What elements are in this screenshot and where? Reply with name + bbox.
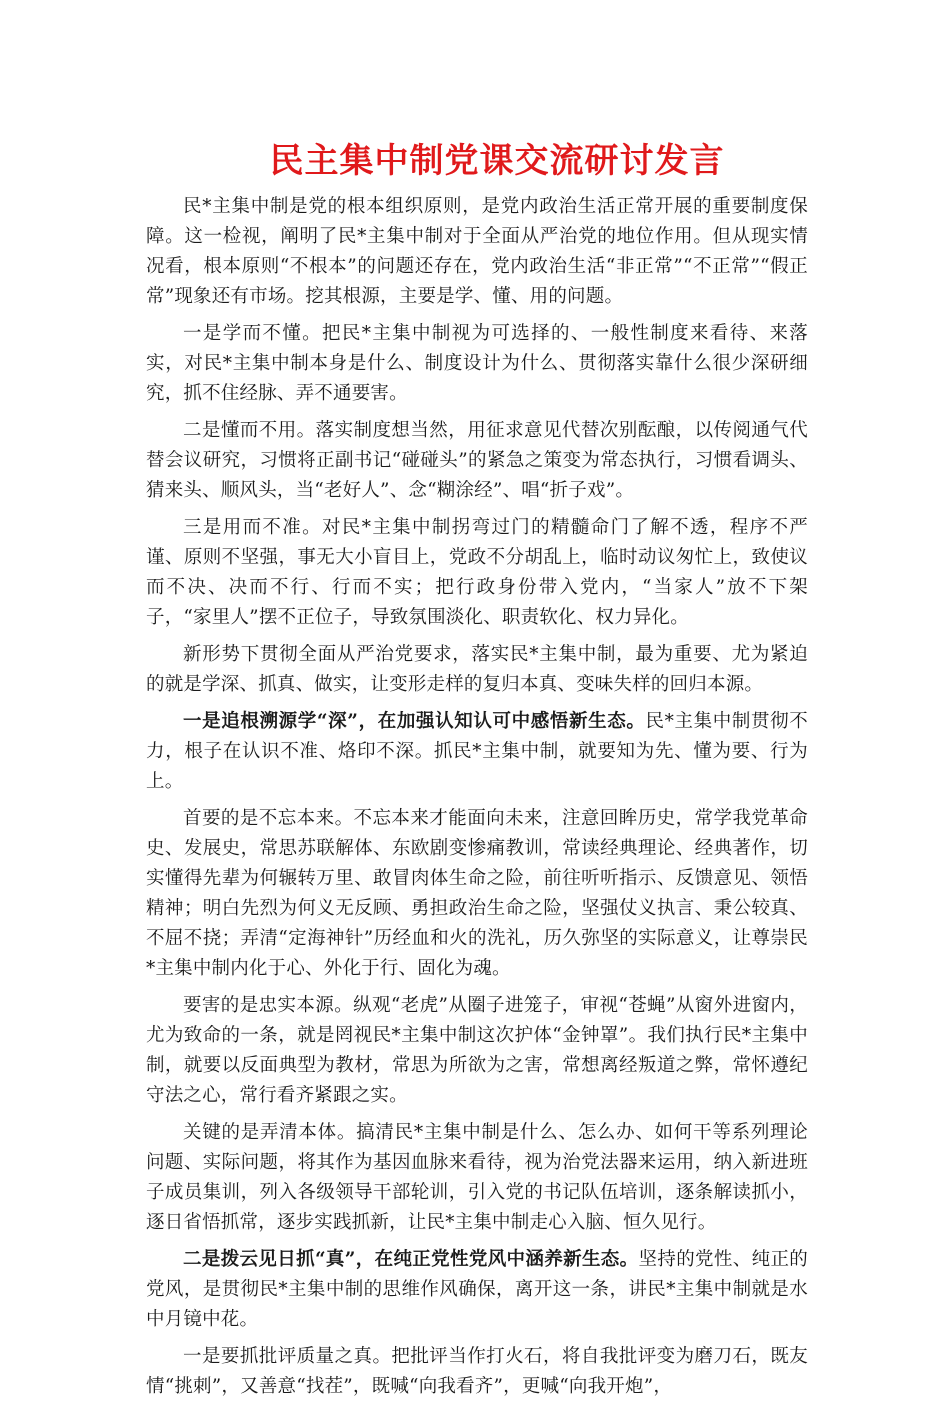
document-page [146,138,808,1409]
paragraph [146,319,808,409]
paragraph-text: 要害的是忠实本源。纵观“老虎”从圈子进笼子，审视“苍蝇”从窗外进窗内，尤为致命的一条，就是罔视民*主集中制这次护体“金钟罩”。我们执行民*主集中制，就要以反面典型为教材，常思为所欲为之害，常想离经叛道之弊，常怀遵纪守法之心，常行看齐紧跟之实。 [146,995,808,1106]
paragraph [146,991,808,1111]
paragraph [146,707,808,797]
paragraph [146,192,808,312]
paragraph [146,416,808,506]
paragraph-lead: 二是拨云见日抓“真”，在纯正党性党风中涵养新生态。 [183,1249,639,1270]
paragraph-lead: 一是追根溯源学“深”，在加强认知认可中感悟新生态。 [183,711,646,732]
paragraph [146,1245,808,1335]
paragraph-text: 新形势下贯彻全面从严治党要求，落实民*主集中制，最为重要、尤为紧迫的就是学深、抓真、做实，让变形走样的复归本真、变味失样的回归本源。 [146,644,808,695]
paragraph-text: 关键的是弄清本体。搞清民*主集中制是什么、怎么办、如何干等系列理论问题、实际问题，将其作为基因血脉来看待，视为治党法器来运用，纳入新进班子成员集训，列入各级领导干部轮训，引入党的书记队伍培训，逐条解读抓小，逐日省悟抓常，逐步实践抓新，让民*主集中制走心入脑、恒久见行。 [146,1122,808,1233]
paragraph [146,640,808,700]
paragraph-text: 二是懂而不用。落实制度想当然，用征求意见代替次别酝酿，以传阅通气代替会议研究，习惯将正副书记“碰碰头”的紧急之策变为常态执行，习惯看调头、猜来头、顺风头，当“老好人”、念“糊涂经”、唱“折子戏”。 [146,420,808,501]
document-title: 民主集中制党课交流研讨发言 [269,141,725,181]
paragraph-text: 一是学而不懂。把民*主集中制视为可选择的、一般性制度来看待、来落实，对民*主集中制本身是什么、制度设计为什么、贯彻落实靠什么很少深研细究，抓不住经脉、弄不通要害。 [146,323,808,404]
paragraph-text: 民*主集中制贯彻不力，根子在认识不准、烙印不深。抓民*主集中制，就要知为先、懂为要、行为上。 [146,711,808,792]
paragraph-text: 首要的是不忘本来。不忘本来才能面向未来，注意回眸历史，常学我党革命史、发展史，常思苏联解体、东欧剧变惨痛教训，常读经典理论、经典著作，切实懂得先辈为何辗转万里、敢冒肉体生命之险，前往听听指示、反馈意见、领悟精神；明白先烈为何义无反顾、勇担政治生命之险，坚强仗义执言、秉公较真、不屈不挠；弄清“定海神针”历经血和火的洗礼，历久弥坚的实际意义，让尊崇民*主集中制内化于心、外化于行、固化为魂。 [146,808,808,979]
paragraph-text: 一是要抓批评质量之真。把批评当作打火石，将自我批评变为磨刀石，既友情“挑刺”，又善意“找茬”，既喊“向我看齐”，更喊“向我开炮”， [146,1346,808,1397]
paragraph [146,1342,808,1402]
paragraph-text: 民*主集中制是党的根本组织原则，是党内政治生活正常开展的重要制度保障。这一检视，阐明了民*主集中制对于全面从严治党的地位作用。但从现实情况看，根本原则“不根本”的问题还存在，党内政治生活“非正常”“不正常”“假正常”现象还有市场。挖其根源，主要是学、懂、用的问题。 [146,196,808,307]
paragraph [146,804,808,984]
paragraph-text: 三是用而不准。对民*主集中制拐弯过门的精髓命门了解不透，程序不严谨、原则不坚强，事无大小盲目上，党政不分胡乱上，临时动议匆忙上，致使议而不决、决而不行、行而不实；把行政身份带入党内，“当家人”放不下架子，“家里人”摆不正位子，导致氛围淡化、职责软化、权力异化。 [146,517,808,628]
paragraph [146,513,808,633]
paragraph [146,1118,808,1238]
paragraph-text: 坚持的党性、纯正的党风，是贯彻民*主集中制的思维作风确保，离开这一条，讲民*主集中制就是水中月镜中花。 [146,1249,808,1330]
